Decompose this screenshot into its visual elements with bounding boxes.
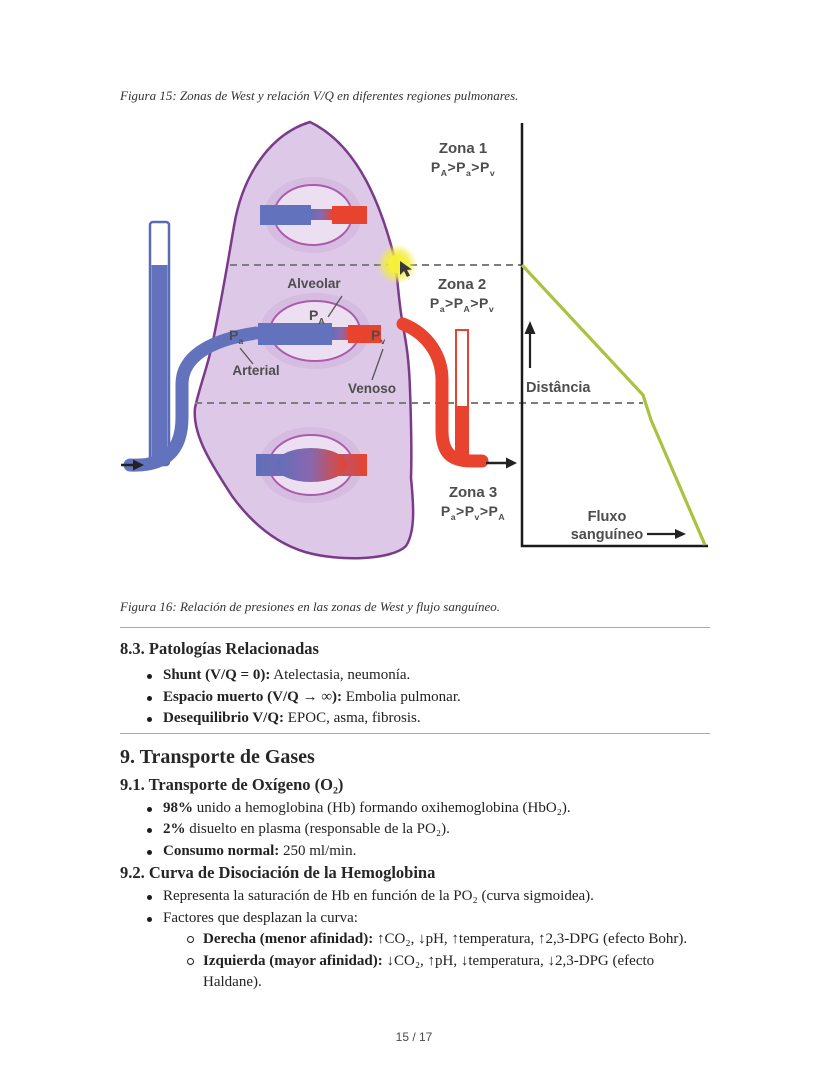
bullet-icon — [147, 886, 163, 908]
venous-vessel — [403, 324, 482, 461]
bullet-text: Embolia pulmonar. — [342, 688, 461, 705]
blood-flow-curve — [522, 265, 705, 545]
sub-list-item — [187, 929, 710, 951]
bullet-icon — [147, 708, 163, 730]
figure16-caption: Figura 16: Relación de presiones en las zonas de West y flujo sanguíneo. — [120, 599, 500, 614]
bullet-text: disuelto en plasma (responsable de la PO₂). — [185, 821, 450, 837]
bullet-icon — [147, 798, 163, 820]
list-item — [147, 708, 710, 730]
section-divider — [120, 627, 710, 628]
bullet-text: Atelectasia, neumonía. — [270, 667, 411, 683]
capillary-zone3-bulge — [275, 448, 347, 482]
sub-bullet-icon — [187, 929, 203, 951]
bullet-text: ↓CO₂, ↑pH, ↓temperatura, ↓2,3-DPG (efecto Haldane). — [203, 952, 655, 990]
list-item — [147, 798, 710, 820]
list-item — [147, 819, 710, 841]
sub-bullet-icon — [187, 951, 203, 994]
capillary-zone1-pinch — [309, 209, 334, 220]
blood-flow-axis-label — [560, 508, 654, 544]
west-zones-figure — [120, 118, 710, 563]
arterial-pressure-label: $P_a$ — [229, 327, 244, 346]
zone2-title: Zona 2 — [437, 276, 487, 293]
bullet-text: ↑CO₂, ↓pH, ↑temperatura, ↑2,3-DPG (efecto Bohr). — [373, 931, 688, 947]
section-heading-9: 9. Transporte de Gases — [120, 745, 315, 768]
bullet-bold-text: Espacio muerto (V/Q → ∞): — [163, 688, 343, 705]
bullet-bold-text: Desequilibrio V/Q: — [163, 710, 284, 726]
bullet-bold-text: Izquierda (mayor afinidad): — [203, 952, 383, 969]
section-heading-9-1: 9.1. Transporte de Oxígeno (O₂) — [120, 774, 344, 794]
capillary-zone1-venous — [332, 206, 367, 224]
flow-graph-axes — [522, 123, 708, 546]
list-item — [147, 908, 710, 930]
bullet-bold-text: Shunt (V/Q = 0): — [163, 667, 271, 683]
blood-flow-axis-label-line2: sanguíneo — [570, 527, 644, 543]
figure15-caption: Figura 15: Zonas de West y relación V/Q en diferentes regiones pulmonares. — [120, 88, 519, 103]
venous-pressure-label: $P_v$ — [371, 327, 386, 346]
capillary-zone2-arterial — [258, 323, 332, 345]
bullet-bold-text: 2% — [163, 821, 186, 837]
section-heading-8-3: 8.3. Patologías Relacionadas — [120, 639, 319, 658]
page-number: 15 / 17 — [395, 1030, 433, 1044]
zone3-title: Zona 3 — [448, 484, 498, 501]
distance-up-arrow — [525, 321, 536, 368]
bullet-bold-text: Consumo normal: — [163, 842, 280, 859]
capillary-zone1-arterial — [260, 205, 311, 225]
venous-manometer-fluid — [457, 406, 467, 455]
list-item — [147, 687, 710, 709]
zone2-pressure-formula: $P_a>P_A>P_v$ — [429, 294, 495, 314]
bullet-icon — [147, 841, 163, 863]
page-content — [120, 0, 710, 994]
west-zones-svg — [120, 118, 710, 563]
arterial-label: Arterial — [232, 363, 280, 378]
blood-flow-axis-label-line1: Fluxo — [587, 509, 627, 525]
distance-axis-label: Distância — [526, 380, 591, 396]
bullet-icon — [147, 908, 163, 930]
bullet-bold-text: Derecha (menor afinidad): — [203, 931, 374, 947]
list-item — [147, 886, 710, 908]
oxygen-transport-list — [120, 798, 710, 863]
bullet-icon — [147, 687, 163, 709]
alveolar-pressure-label: $P_A$ — [309, 307, 325, 326]
section-divider — [120, 733, 710, 734]
dissociation-curve-list — [120, 886, 710, 994]
bullet-text: EPOC, asma, fibrosis. — [283, 710, 421, 726]
bullet-text: Factores que desplazan la curva: — [163, 909, 358, 926]
venoso-label: Venoso — [347, 381, 396, 396]
zone3-pressure-formula: $P_a>P_v>P_A$ — [440, 502, 506, 522]
zone3-label — [426, 484, 520, 520]
bullet-text: Representa la saturación de Hb en función de la PO₂ (curva sigmoidea). — [163, 888, 594, 904]
pathologies-list — [120, 665, 710, 730]
zone1-label — [411, 140, 515, 176]
bullet-icon — [147, 665, 163, 687]
arterial-manometer-fluid — [152, 265, 168, 463]
section-heading-9-2: 9.2. Curva de Disociación de la Hemoglobina — [120, 863, 436, 882]
list-item — [147, 665, 710, 687]
list-item — [147, 841, 710, 863]
zone2-label — [412, 276, 512, 312]
bullet-icon — [147, 819, 163, 841]
bullet-text: unido a hemoglobina (Hb) formando oxihemoglobina (HbO₂). — [193, 799, 571, 816]
zone1-pressure-formula: $P_A>P_a>P_v$ — [430, 158, 496, 178]
bullet-text: 250 ml/min. — [279, 842, 357, 859]
outflow-arrow — [486, 458, 517, 469]
zone1-title: Zona 1 — [438, 140, 488, 157]
bullet-bold-text: 98% — [163, 799, 193, 816]
alveolar-label: Alveolar — [287, 276, 341, 291]
sub-list-item — [187, 951, 710, 994]
